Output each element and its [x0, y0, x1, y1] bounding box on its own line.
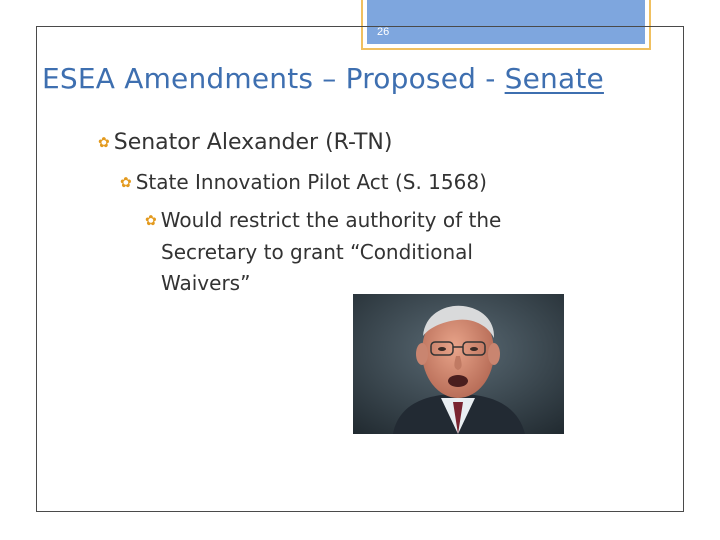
bullet-level-1-text: Senator Alexander (R-TN): [113, 130, 393, 155]
page-number: 26: [377, 26, 390, 38]
senator-portrait-photo: [353, 294, 564, 434]
circle-bullet-icon: ✿: [120, 175, 132, 191]
slide-title-underlined: Senate: [504, 62, 604, 95]
bullet-level-1: [98, 130, 392, 155]
bullet-level-2-text: State Innovation Pilot Act (S. 1568): [135, 170, 487, 194]
bullet-level-2: [120, 170, 487, 194]
circle-bullet-icon: ✿: [145, 213, 157, 229]
bullet-level-3-line-3: Waivers”: [161, 271, 251, 295]
slide-title-prefix: ESEA Amendments – Proposed -: [42, 62, 505, 95]
slide-title: [42, 62, 604, 95]
bullet-level-3-line-2: Secretary to grant “Conditional: [161, 240, 473, 264]
bullet-level-3-line-1: Would restrict the authority of the: [160, 208, 502, 232]
portrait-illustration: [353, 294, 564, 434]
circle-bullet-icon: ✿: [98, 135, 110, 151]
bullet-level-3: [145, 205, 615, 299]
